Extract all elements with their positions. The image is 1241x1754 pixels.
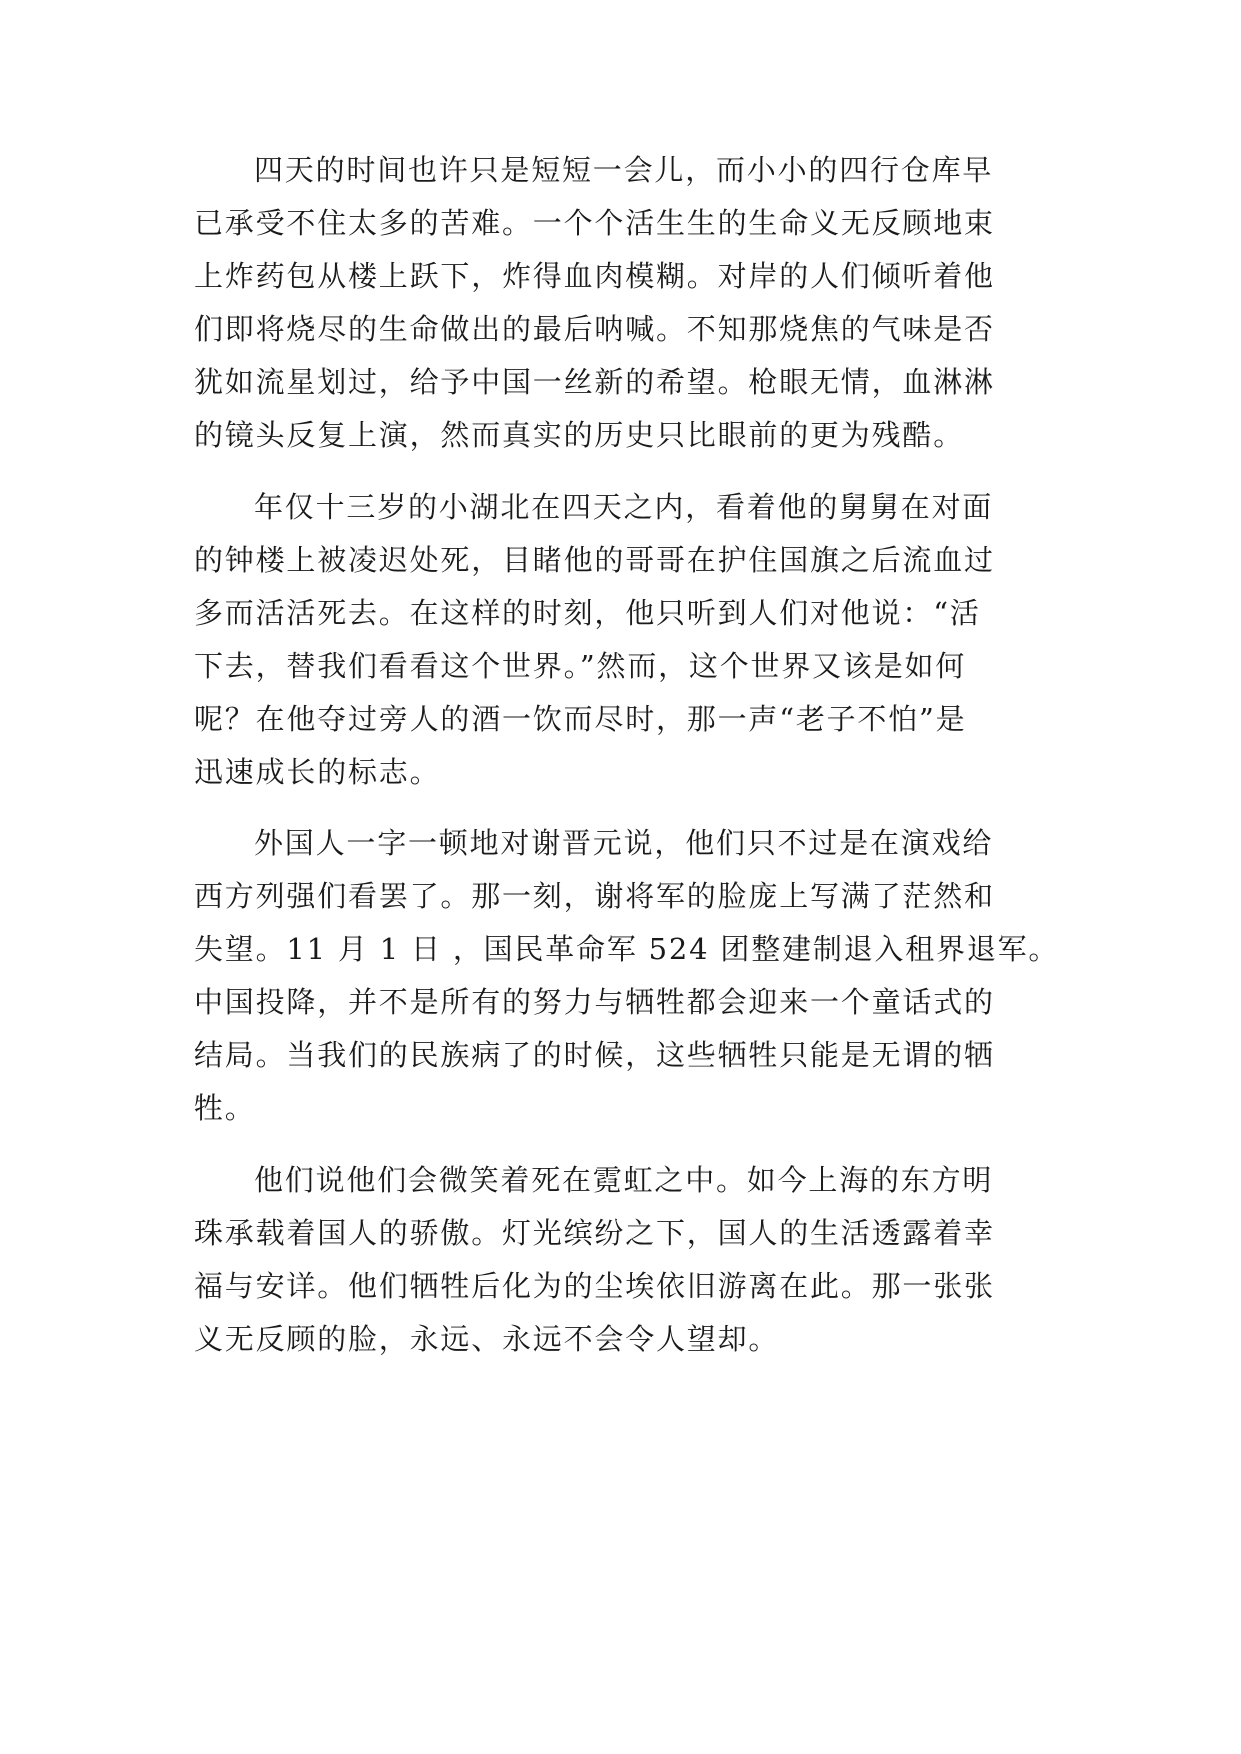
text-line: 已承受不住太多的苦难。一个个活生生的生命义无反顾地束 — [194, 206, 995, 240]
text-line: 们即将烧尽的生命做出的最后呐喊。不知那烧焦的气味是否 — [194, 312, 995, 346]
text-line: 西方列强们看罢了。那一刻，谢将军的脸庞上写满了茫然和 — [194, 879, 995, 913]
text-line: 结局。当我们的民族病了的时候，这些牺牲只能是无谓的牺 — [194, 1038, 995, 1072]
text-line: 迅速成长的标志。 — [194, 755, 441, 789]
text-line: 中国投降，并不是所有的努力与牺牲都会迎来一个童话式的 — [194, 985, 995, 1019]
text-line: 的镜头反复上演，然而真实的历史只比眼前的更为残酷。 — [194, 418, 965, 452]
text-line: 义无反顾的脸，永远、永远不会令人望却。 — [194, 1322, 780, 1356]
text-line: 四天的时间也许只是短短一会儿，而小小的四行仓库早 — [254, 153, 994, 187]
text-line: 失望。11 月 1 日 ，国民革命军 524 团整建制退入租界退军。 — [194, 932, 1060, 966]
text-line: 的钟楼上被凌迟处死，目睹他的哥哥在护住国旗之后流血过 — [194, 543, 995, 577]
text-line: 牲。 — [194, 1091, 256, 1125]
text-line: 他们说他们会微笑着死在霓虹之中。如今上海的东方明 — [254, 1163, 994, 1197]
text-line: 外国人一字一顿地对谢晋元说，他们只不过是在演戏给 — [254, 826, 994, 860]
text-line: 呢？在他夺过旁人的酒一饮而尽时，那一声“老子不怕”是 — [194, 702, 967, 736]
text-line: 犹如流星划过，给予中国一丝新的希望。枪眼无情，血淋淋 — [194, 365, 995, 399]
text-line: 年仅十三岁的小湖北在四天之内，看着他的舅舅在对面 — [254, 490, 994, 524]
text-line: 珠承载着国人的骄傲。灯光缤纷之下，国人的生活透露着幸 — [194, 1216, 995, 1250]
text-line: 福与安详。他们牺牲后化为的尘埃依旧游离在此。那一张张 — [194, 1269, 995, 1303]
text-line: 多而活活死去。在这样的时刻，他只听到人们对他说：“活 — [194, 596, 981, 630]
text-line: 上炸药包从楼上跃下，炸得血肉模糊。对岸的人们倾听着他 — [194, 259, 995, 293]
text-line: 下去，替我们看看这个世界。”然而，这个世界又该是如何 — [194, 649, 967, 683]
